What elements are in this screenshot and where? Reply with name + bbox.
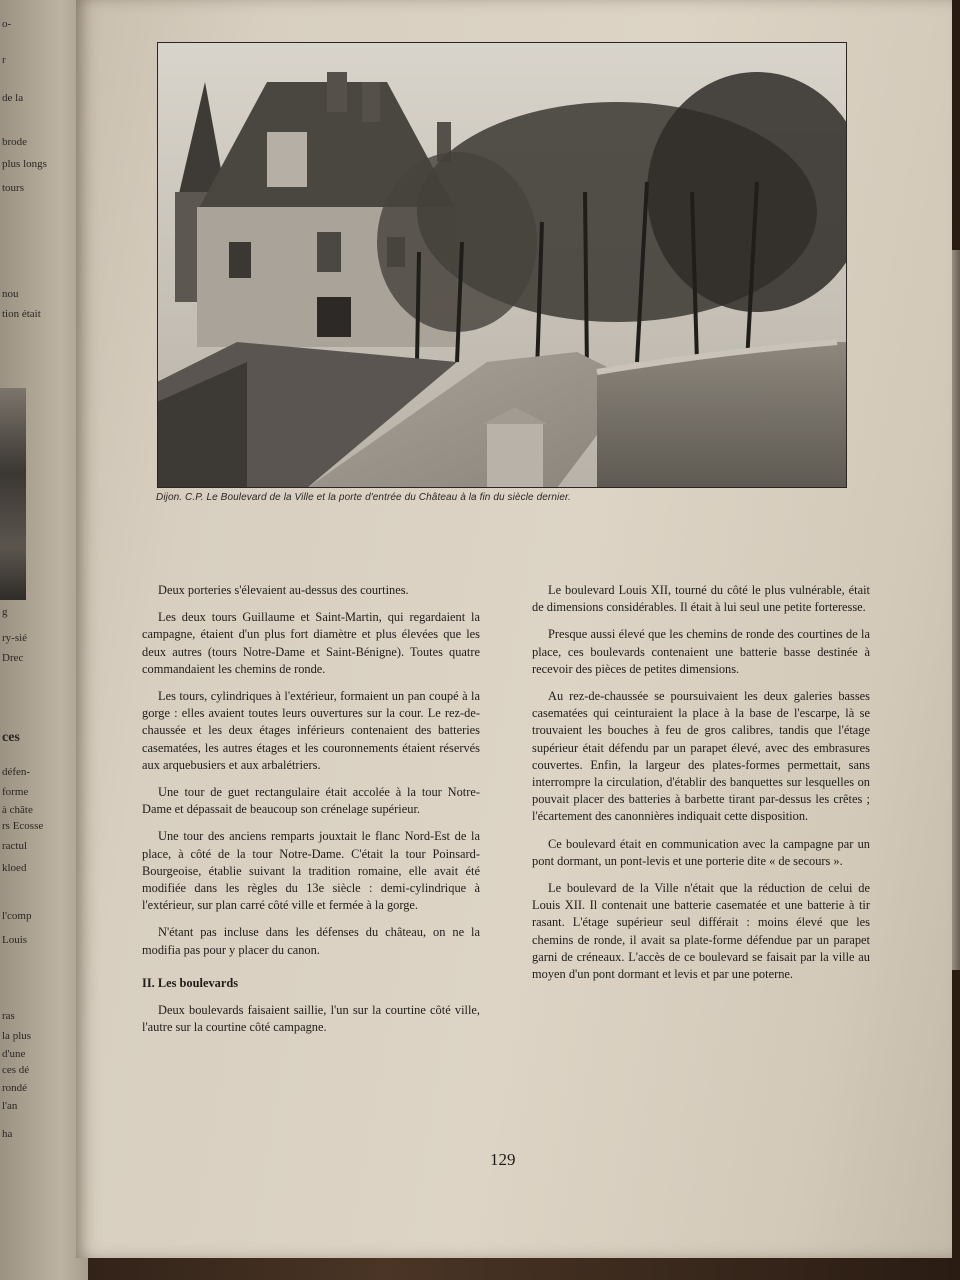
- paragraph: Presque aussi élevé que les chemins de ronde des courtines de la place, ces boulevards contenaient une batterie basse destinée à recevoir des pièces de petites dimensions.: [532, 627, 870, 676]
- left-page-text-fragment: forme: [2, 786, 29, 798]
- left-page-edge: [0, 0, 88, 1280]
- left-page-text-fragment: ras: [2, 1010, 15, 1022]
- left-page-text-fragment: nou: [2, 288, 19, 300]
- paragraph: Les tours, cylindriques à l'extérieur, formaient un pan coupé à la gorge : elles avaient toutes leurs ouvertures sur la cour. Le rez-de-chaussée et les deux étages inférieurs contenaient des batteries casematées, les autres étages et les couronnements étaient réservés aux arquebusiers et aux arbalétriers.: [142, 689, 480, 772]
- left-page-text-fragment: d'une: [2, 1048, 26, 1060]
- left-page-text-fragment: plus longs: [2, 158, 47, 170]
- left-page-text-fragment: ces dé: [2, 1064, 30, 1076]
- text-column-right: [532, 582, 870, 993]
- left-page-text-fragment: de la: [2, 92, 24, 104]
- paragraph: Le boulevard de la Ville n'était que la réduction de celui de Louis XII. Il contenait une batterie casematée et une batterie à tir rasant. L'étage supérieur seul différait : moins élevé que les chemins de ronde, il avait sa plate-forme défendue par un parapet garni de créneaux. L'accès de ce boulevard se faisait par la ville au moyen d'un pont dormant et levis et par une poterne.: [532, 881, 870, 982]
- paragraph: Une tour de guet rectangulaire était accolée à la tour Notre-Dame et dépassait de beaucoup son crénelage supérieur.: [142, 785, 480, 817]
- left-page-text-fragment: ry-sié: [2, 632, 28, 644]
- left-page-text-fragment: rs Ecosse: [2, 820, 44, 832]
- left-page-text-fragment: r: [2, 54, 6, 66]
- left-page-text-fragment: o-: [2, 18, 12, 30]
- left-page-text-fragment: ces: [2, 730, 20, 745]
- text-column-left: [142, 582, 480, 1046]
- photo-caption: Dijon. C.P. Le Boulevard de la Ville et la porte d'entrée du Château à la fin du siècle dernier.: [156, 492, 571, 503]
- left-page-text-fragment: la plus: [2, 1030, 32, 1042]
- paragraph: Au rez-de-chaussée se poursuivaient les deux galeries basses casematées qui ceinturaient la place à la base de l'escarpe, là se trouvaient les bouches à feu de gros calibres, tandis que l'étage supérieur était défendu par un parapet élevé, avec des embrasures couvertes. Enfin, la largeur des plates-formes permettait, sans interrompre la circulation, d'établir des banquettes sur lesquelles on pouvait placer des batteries à barbette tirant par-dessus les crêtes ; l'écartement des canonnières indiquait cette disposition.: [532, 689, 870, 824]
- left-page-text-fragment: Louis: [2, 934, 28, 946]
- left-page-text-fragment: à châte: [2, 804, 33, 816]
- left-page-text-fragment: brode: [2, 136, 28, 148]
- section-heading: II. Les boulevards: [142, 975, 239, 990]
- paragraph: Le boulevard Louis XII, tourné du côté le plus vulnérable, était de dimensions considérables. Il était à lui seul une petite forteresse.: [532, 583, 870, 615]
- left-page-text-fragment: kloed: [2, 862, 27, 874]
- paragraph: Deux boulevards faisaient saillie, l'un sur la courtine côté ville, l'autre sur la courtine côté campagne.: [142, 1003, 480, 1035]
- paragraph: N'étant pas incluse dans les défenses du château, on ne la modifia pas pour y placer du canon.: [142, 925, 480, 957]
- left-page-text-fragment: l'comp: [2, 910, 32, 922]
- historic-photograph: [157, 42, 847, 488]
- left-page-text-fragment: rondé: [2, 1082, 28, 1094]
- left-page-text-fragment: l'an: [2, 1100, 18, 1112]
- left-page-text-fragment: défen-: [2, 766, 31, 778]
- left-page-text-fragment: Drec: [2, 652, 24, 664]
- chateau-photo-illustration: [157, 42, 847, 488]
- paragraph: Ce boulevard était en communication avec la campagne par un pont dormant, un pont-levis et une porterie dite « de secours ».: [532, 836, 870, 868]
- paragraph: Deux porteries s'élevaient au-dessus des courtines.: [158, 583, 409, 597]
- paragraph: Une tour des anciens remparts jouxtait le flanc Nord-Est de la place, à côté de la tour Notre-Dame. C'était la tour Poinsard-Bourgeoise, établie suivant la tradition romaine, elle avait été modifiée dans les règles du 13e siècle : demi-cylindrique à l'extérieur, sur plan carré côté ville et fermée à la gorge.: [142, 829, 480, 913]
- left-page-photo-fragment: [0, 388, 26, 600]
- paragraph: Les deux tours Guillaume et Saint-Martin, qui regardaient la campagne, étaient d'un plus fort diamètre et plus élevées que les deux autres (tours Notre-Dame et Saint-Bénigne). Toutes quatre commandaient les chemins de ronde.: [142, 610, 480, 676]
- left-page-text-fragment: tours: [2, 182, 24, 194]
- left-page-text-fragment: tion était: [2, 308, 41, 320]
- page-number: 129: [490, 1150, 516, 1169]
- left-page-text-fragment: ractul: [2, 840, 28, 852]
- left-page-text-fragment: g: [2, 606, 8, 618]
- left-page-text-fragment: ha: [2, 1128, 13, 1140]
- book-page: [76, 0, 952, 1258]
